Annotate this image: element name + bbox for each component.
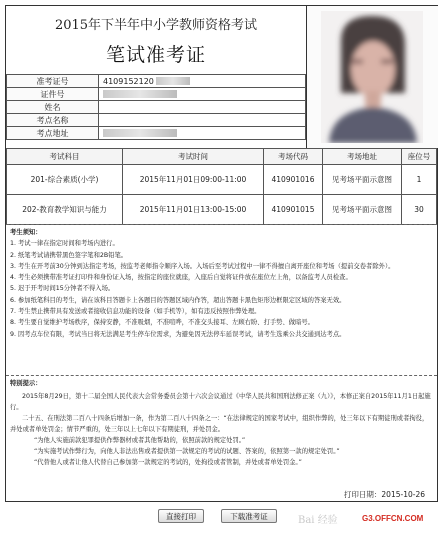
divider	[6, 224, 437, 225]
info-row-site-address	[7, 127, 306, 140]
column-header: 考场代码	[264, 149, 323, 165]
list-item: 4. 考生必须携带准考证打印件和身份证入场，按指定的座位就座，入座后自觉将证件放在座位左上角，以备监考人员检查。	[10, 274, 352, 282]
download-ticket-button[interactable]: 下载准考证	[221, 509, 277, 523]
field-value-id-no	[99, 88, 306, 101]
masked-value	[103, 90, 177, 98]
column-header: 考试时间	[123, 149, 264, 165]
list-item: 8. 考生要自觉维护考场秩序，保持安静，不准吸烟，不准喧哗，不准交头接耳、左顾右盼、打手势、做暗号。	[10, 319, 314, 327]
exam-schedule-table	[6, 148, 437, 225]
field-value-ticket-no: 4109152120	[99, 75, 306, 88]
tips-quote: “为实施考试作弊行为，向他人非法出售或者提供第一款规定的考试的试题、答案的，依照第一款的规定处罚。”	[34, 448, 340, 455]
field-label: 考点地址	[7, 127, 99, 140]
time-cell: 2015年11月01日09:00-11:00	[123, 165, 264, 195]
site-watermark: G3.OFFCN.COM	[362, 514, 424, 523]
seat-cell: 30	[402, 195, 437, 225]
column-header: 考试科目	[7, 149, 123, 165]
table-header-row	[7, 149, 437, 165]
room-code-cell: 410901015	[264, 195, 323, 225]
field-value-site-address	[99, 127, 306, 140]
special-tips	[10, 378, 434, 468]
column-header: 座位号	[402, 149, 437, 165]
notes-heading: 考生须知：	[10, 229, 42, 236]
tips-heading: 特别提示：	[10, 380, 42, 387]
ticket-title: 笔试准考证	[105, 44, 206, 66]
tips-paragraph: 二十五、在刑法第二百八十四条后增加一条，作为第二百八十四条之一：“在法律规定的国家考试中，组织作弊的，处三年以下有期徒刑或者拘役，并处或者单处罚金；情节严重的，处三年以上七年以下有期徒刑，并处罚金。	[10, 415, 429, 433]
exam-title: 2015年下半年中小学教师资格考试	[54, 18, 258, 33]
list-item: 3. 考生在开考前30分钟到达指定考场，按监考老师指令顺序入场。入场后至考试过程中一律不得擅自离开座位和考场（提前交卷者除外）。	[10, 262, 395, 270]
masked-value	[103, 129, 177, 137]
info-row-name	[7, 101, 306, 114]
tips-paragraph: 2015年8月29日，第十二届全国人民代表大会常务委员会第十六次会议通过《中华人民共和国刑法修正案（九）》，本修正案自2015年11月1日起施行。	[10, 393, 431, 411]
table-row	[7, 195, 437, 225]
field-label: 姓名	[7, 101, 99, 114]
print-date: 打印日期：2015-10-26	[343, 490, 425, 499]
list-item: 9. 因考点车位有限，考试当日将无法满足考生停车位需求，为避免因无法停车延误考试，请考生选乘公共交通到达考点。	[10, 330, 346, 338]
list-item: 2. 纸笔考试请携带黑色签字笔和2B铅笔。	[10, 251, 128, 259]
tips-quote: “代替他人或者让他人代替自己参加第一款规定的考试的，处拘役或者管制，并处或者单处罚金。”	[34, 459, 302, 466]
time-cell: 2015年11月01日13:00-15:00	[123, 195, 264, 225]
list-item: 1. 考试一律在指定时间和考场内进行。	[10, 240, 119, 248]
room-code-cell: 410901016	[264, 165, 323, 195]
subject-cell: 202-教育教学知识与能力	[7, 195, 123, 225]
field-value-site-name	[99, 114, 306, 127]
tips-quote: “为他人实施前款犯罪提供作弊器材或者其他帮助的，依照前款的规定处罚。”	[34, 437, 246, 444]
info-row-site-name	[7, 114, 306, 127]
candidate-photo-blurred	[321, 11, 423, 143]
admission-ticket	[5, 5, 438, 502]
room-address-cell: 见考场平面示意图	[323, 165, 402, 195]
room-address-cell: 见考场平面示意图	[323, 195, 402, 225]
masked-value	[156, 77, 190, 85]
candidate-photo	[306, 6, 438, 148]
info-row-ticket-no	[7, 75, 306, 88]
divider	[6, 375, 437, 376]
list-item: 5. 迟于开考时间15分钟者不得入场。	[10, 285, 115, 293]
info-row-id-no	[7, 88, 306, 101]
candidate-info-table	[6, 74, 306, 140]
print-button[interactable]: 直接打印	[158, 509, 204, 523]
candidate-notes	[10, 227, 434, 340]
list-item: 7. 考生禁止携带具有发送或者接收信息功能的设备（如手机等），如有违反按照作弊处理。	[10, 308, 261, 316]
list-item: 6. 参加纸笔科目的考生，请在该科目答题卡上各题目的答题区域内作答，超出答题卡黑色矩形边框限定区域的答案无效。	[10, 296, 346, 304]
field-label: 证件号	[7, 88, 99, 101]
subject-cell: 201-综合素质(小学)	[7, 165, 123, 195]
baidu-jingyan-watermark: Bai 经验	[298, 515, 338, 526]
column-header: 考场地址	[323, 149, 402, 165]
seat-cell: 1	[402, 165, 437, 195]
field-value-name	[99, 101, 306, 114]
table-row	[7, 165, 437, 195]
field-label: 考点名称	[7, 114, 99, 127]
field-label: 准考证号	[7, 75, 99, 88]
